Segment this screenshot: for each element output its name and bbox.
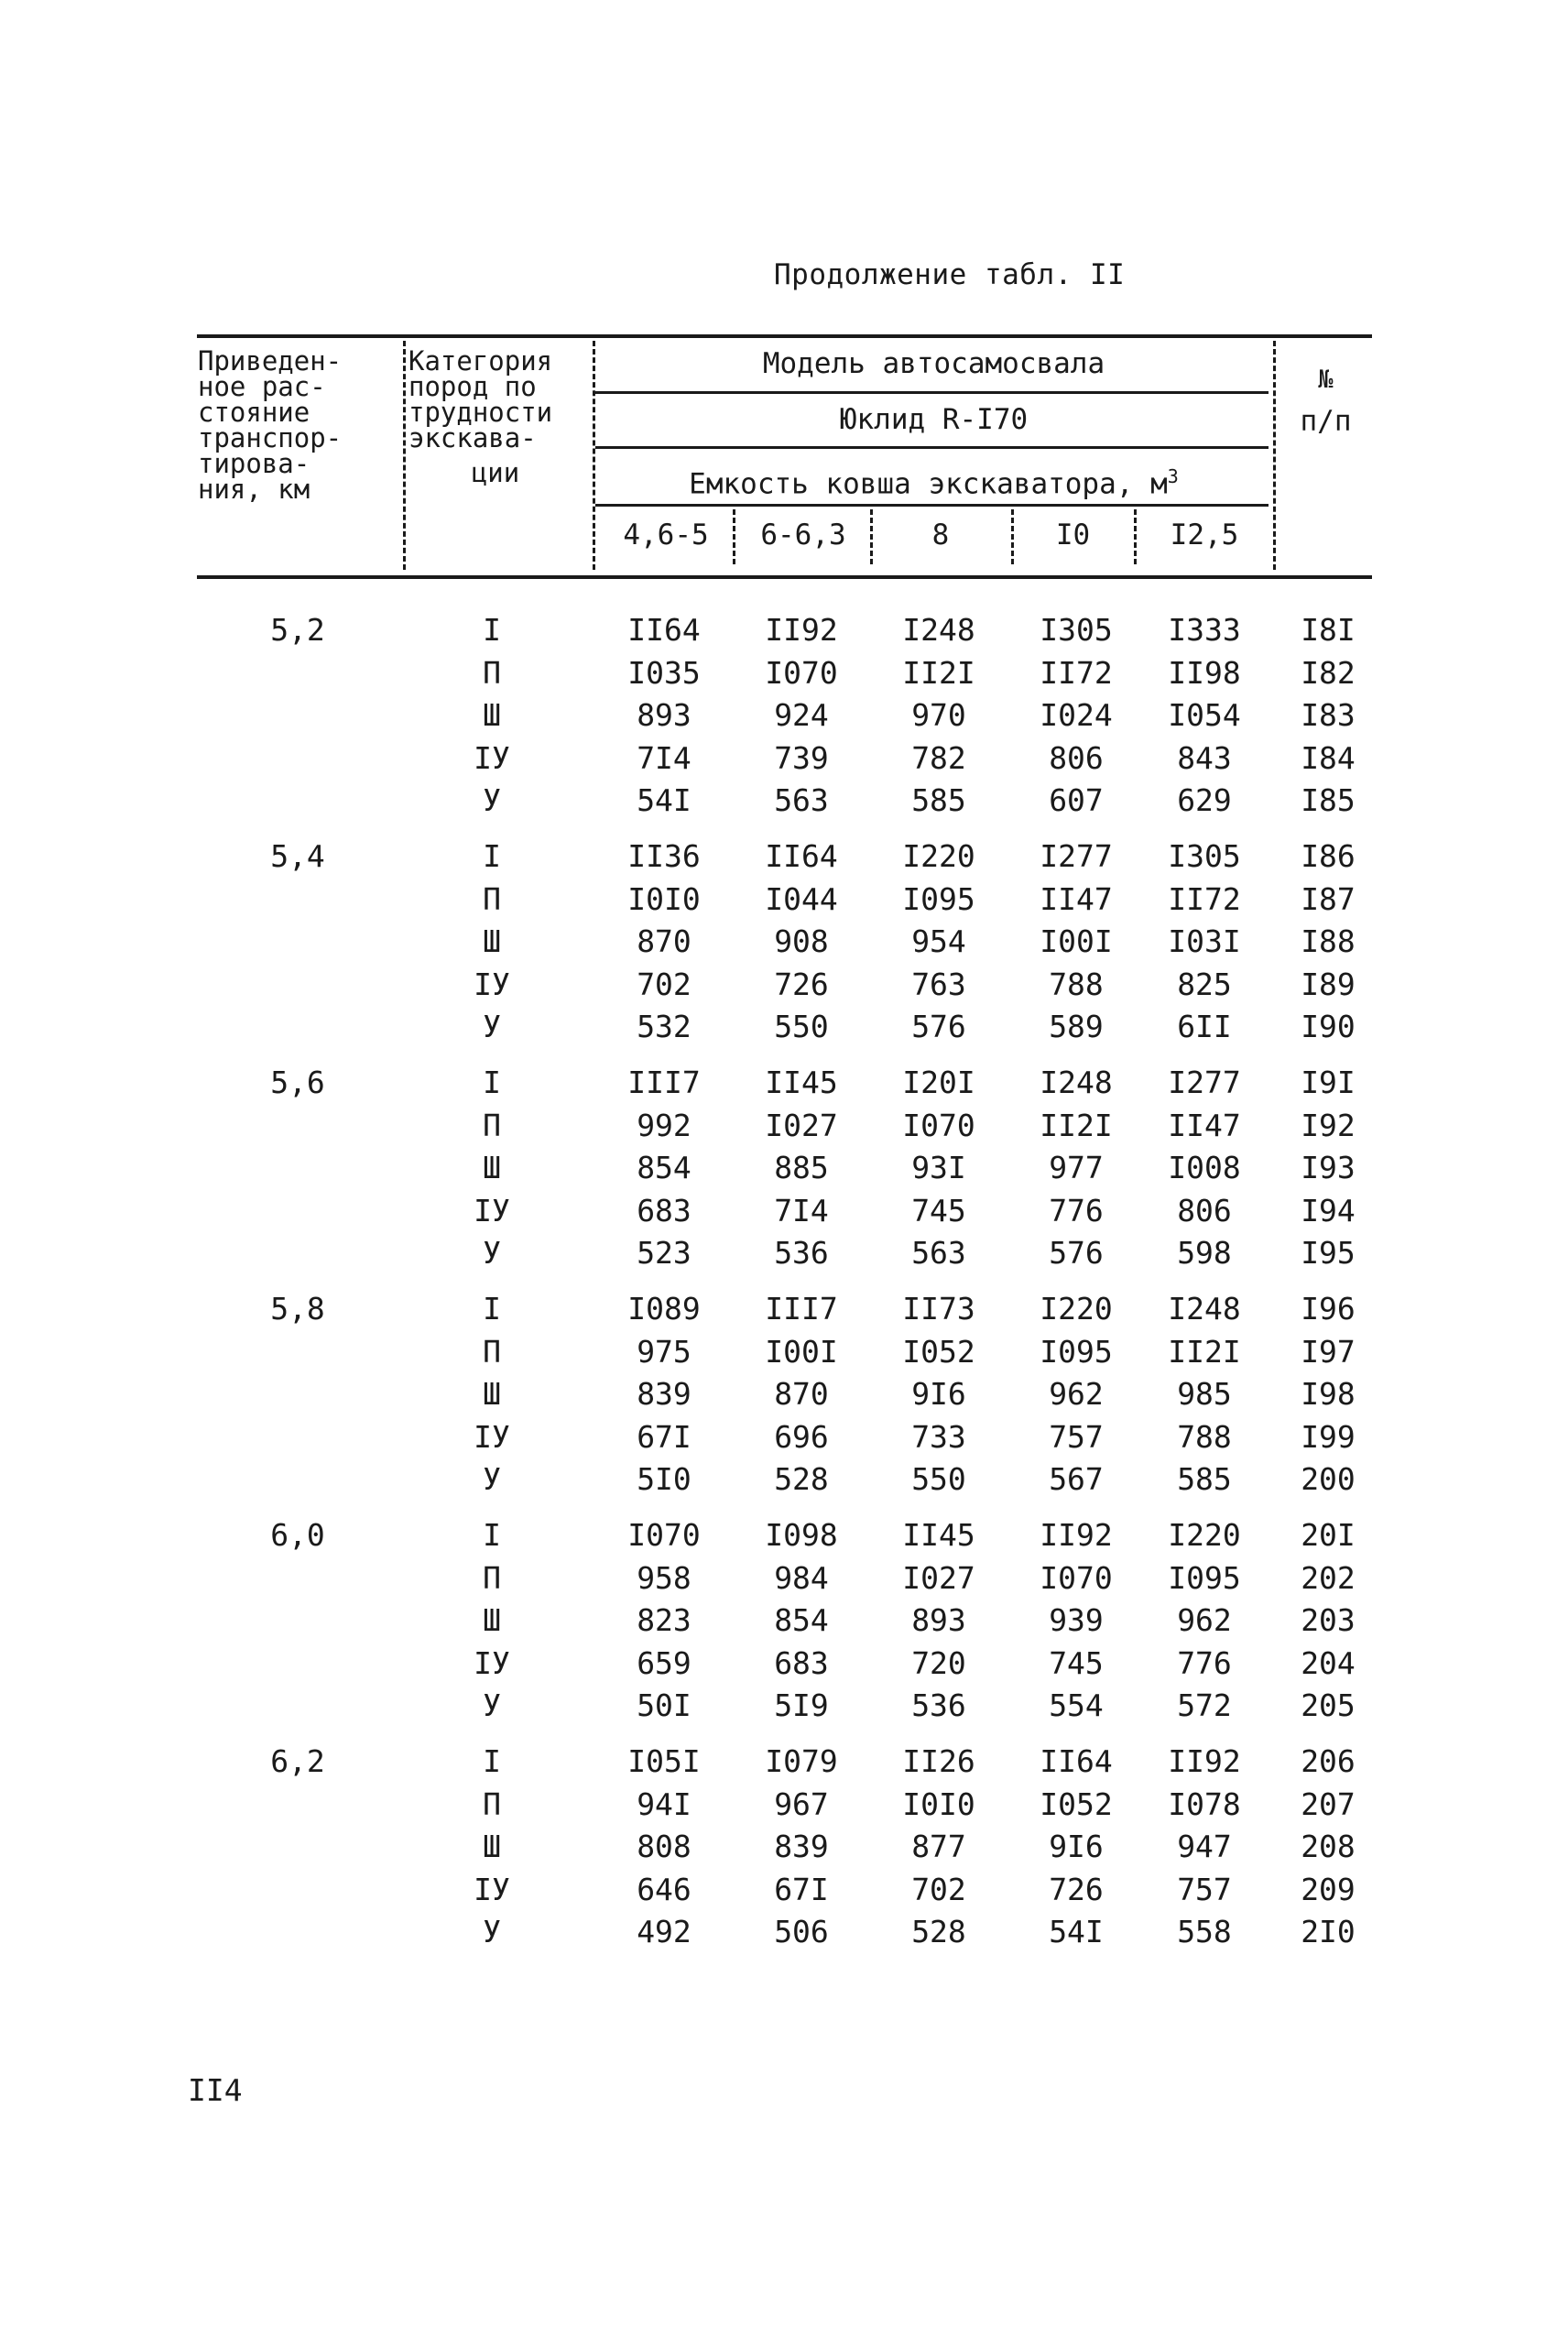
value-cell: 962 xyxy=(1177,1602,1232,1638)
value-cell: II73 xyxy=(902,1291,975,1327)
value-cell: 563 xyxy=(774,782,829,818)
category-cell: IУ xyxy=(474,739,510,776)
category-cell: I xyxy=(483,1065,501,1100)
category-cell: I xyxy=(483,612,501,648)
vsep-number xyxy=(1273,341,1276,570)
value-cell: I098 xyxy=(765,1517,838,1553)
value-cell: 854 xyxy=(774,1602,829,1638)
distance-value: 6,2 xyxy=(270,1743,325,1779)
value-cell: I00I xyxy=(765,1333,838,1370)
row-number-cell: I95 xyxy=(1301,1235,1356,1271)
value-cell: I070 xyxy=(902,1107,975,1143)
value-cell: I089 xyxy=(627,1291,701,1327)
value-cell: 776 xyxy=(1177,1644,1232,1681)
category-cell: Ш xyxy=(483,1150,501,1185)
value-cell: II64 xyxy=(1040,1743,1113,1779)
bucket-rule xyxy=(595,504,1269,507)
value-cell: 776 xyxy=(1049,1192,1104,1229)
value-cell: 54I xyxy=(1049,1914,1104,1949)
value-cell: 977 xyxy=(1049,1150,1104,1185)
category-cell: П xyxy=(483,1559,501,1596)
value-cell: 975 xyxy=(637,1333,691,1370)
category-cell: У xyxy=(483,1009,501,1044)
value-cell: 782 xyxy=(911,739,966,776)
distance-value: 5,8 xyxy=(270,1291,325,1327)
row-number-cell: I84 xyxy=(1301,739,1356,776)
value-cell: II47 xyxy=(1040,880,1113,917)
value-cell: I070 xyxy=(627,1517,701,1553)
row-number-cell: I96 xyxy=(1301,1291,1356,1327)
value-cell: 924 xyxy=(774,697,829,733)
row-number-cell: I93 xyxy=(1301,1150,1356,1185)
value-cell: III7 xyxy=(765,1291,838,1327)
value-cell: II92 xyxy=(1168,1743,1241,1779)
value-cell: 5I0 xyxy=(637,1461,691,1497)
value-cell: I078 xyxy=(1168,1785,1241,1822)
value-cell: 733 xyxy=(911,1418,966,1455)
value-cell: 854 xyxy=(637,1150,691,1185)
value-cell: 893 xyxy=(637,697,691,733)
value-cell: II2I xyxy=(1040,1107,1113,1143)
value-cell: I220 xyxy=(902,838,975,874)
value-cell: I0I0 xyxy=(627,880,701,917)
value-cell: I095 xyxy=(1040,1333,1113,1370)
row-number-cell: I88 xyxy=(1301,923,1356,959)
value-cell: 720 xyxy=(911,1644,966,1681)
row-number-cell: 208 xyxy=(1301,1829,1356,1864)
header-number-label: п/п xyxy=(1300,405,1352,438)
value-cell: 683 xyxy=(637,1192,691,1229)
value-cell: 9I6 xyxy=(1049,1829,1104,1864)
vsep-model xyxy=(593,341,595,570)
value-cell: I079 xyxy=(765,1743,838,1779)
page-number: II4 xyxy=(188,2072,243,2108)
value-cell: 877 xyxy=(911,1829,966,1864)
value-cell: I305 xyxy=(1168,838,1241,874)
value-cell: 94I xyxy=(637,1785,691,1822)
header-category-line: трудности xyxy=(408,397,553,428)
value-cell: II98 xyxy=(1168,654,1241,691)
distance-value: 5,6 xyxy=(270,1065,325,1100)
row-number-cell: I99 xyxy=(1301,1418,1356,1455)
header-number-sign: № xyxy=(1318,366,1334,394)
header-top-rule xyxy=(197,334,1372,338)
category-cell: У xyxy=(483,1914,501,1949)
row-number-cell: I9I xyxy=(1301,1065,1356,1100)
category-cell: П xyxy=(483,1333,501,1370)
header-model-name: Юклид R-I70 xyxy=(839,403,1029,436)
distance-value: 5,2 xyxy=(270,612,325,648)
value-cell: II36 xyxy=(627,838,701,874)
category-cell: IУ xyxy=(474,1418,510,1455)
value-cell: 6II xyxy=(1177,1009,1232,1044)
value-cell: 947 xyxy=(1177,1829,1232,1864)
value-cell: I024 xyxy=(1040,697,1113,733)
value-cell: 563 xyxy=(911,1235,966,1271)
value-cell: 806 xyxy=(1177,1192,1232,1229)
value-cell: 763 xyxy=(911,966,966,1002)
value-cell: 825 xyxy=(1177,966,1232,1002)
value-cell: III7 xyxy=(627,1065,701,1100)
value-cell: 536 xyxy=(911,1687,966,1723)
row-number-cell: I98 xyxy=(1301,1376,1356,1412)
value-cell: 67I xyxy=(637,1418,691,1455)
row-number-cell: 200 xyxy=(1301,1461,1356,1497)
category-cell: IУ xyxy=(474,966,510,1002)
bucket-title-text: Емкость ковша экскаватора, м xyxy=(689,467,1168,501)
value-cell: II45 xyxy=(765,1065,838,1100)
value-cell: 7I4 xyxy=(637,739,691,776)
row-number-cell: I92 xyxy=(1301,1107,1356,1143)
value-cell: 908 xyxy=(774,923,829,959)
value-cell: I052 xyxy=(902,1333,975,1370)
value-cell: I070 xyxy=(1040,1559,1113,1596)
value-cell: 808 xyxy=(637,1829,691,1864)
value-cell: 536 xyxy=(774,1235,829,1271)
value-cell: 788 xyxy=(1177,1418,1232,1455)
value-cell: 54I xyxy=(637,782,691,818)
value-cell: I277 xyxy=(1040,838,1113,874)
value-cell: 885 xyxy=(774,1150,829,1185)
value-cell: 954 xyxy=(911,923,966,959)
category-cell: П xyxy=(483,880,501,917)
value-cell: 726 xyxy=(1049,1871,1104,1907)
header-capacity: 4,6-5 xyxy=(623,519,709,551)
value-cell: 967 xyxy=(774,1785,829,1822)
model-name-rule xyxy=(595,446,1269,449)
value-cell: I070 xyxy=(765,654,838,691)
header-distance-line: стояние xyxy=(198,397,310,428)
value-cell: I044 xyxy=(765,880,838,917)
value-cell: 683 xyxy=(774,1644,829,1681)
row-number-cell: I90 xyxy=(1301,1009,1356,1044)
value-cell: 576 xyxy=(911,1009,966,1044)
value-cell: II45 xyxy=(902,1517,975,1553)
row-number-cell: 205 xyxy=(1301,1687,1356,1723)
value-cell: II72 xyxy=(1168,880,1241,917)
value-cell: II64 xyxy=(765,838,838,874)
distance-value: 5,4 xyxy=(270,838,325,874)
header-model-title: Модель автосамосвала xyxy=(762,347,1105,380)
value-cell: 585 xyxy=(1177,1461,1232,1497)
value-cell: 992 xyxy=(637,1107,691,1143)
value-cell: 523 xyxy=(637,1235,691,1271)
header-category-line: Категория xyxy=(408,345,553,377)
value-cell: 970 xyxy=(911,697,966,733)
header-category-line: ции xyxy=(471,457,520,488)
value-cell: II72 xyxy=(1040,654,1113,691)
value-cell: 958 xyxy=(637,1559,691,1596)
category-cell: Ш xyxy=(483,1829,501,1864)
value-cell: I095 xyxy=(1168,1559,1241,1596)
header-capacity: I2,5 xyxy=(1170,519,1239,551)
vsep-category xyxy=(403,341,406,570)
category-cell: I xyxy=(483,1291,501,1327)
value-cell: 984 xyxy=(774,1559,829,1596)
value-cell: 659 xyxy=(637,1644,691,1681)
value-cell: 739 xyxy=(774,739,829,776)
value-cell: 726 xyxy=(774,966,829,1002)
value-cell: I277 xyxy=(1168,1065,1241,1100)
value-cell: 492 xyxy=(637,1914,691,1949)
value-cell: 696 xyxy=(774,1418,829,1455)
value-cell: I0I0 xyxy=(902,1785,975,1822)
value-cell: 806 xyxy=(1049,739,1104,776)
value-cell: I03I xyxy=(1168,923,1241,959)
value-cell: 554 xyxy=(1049,1687,1104,1723)
value-cell: 528 xyxy=(911,1914,966,1949)
value-cell: 589 xyxy=(1049,1009,1104,1044)
row-number-cell: I87 xyxy=(1301,880,1356,917)
value-cell: 93I xyxy=(911,1150,966,1185)
value-cell: 843 xyxy=(1177,739,1232,776)
table-caption: Продолжение табл. II xyxy=(774,258,1126,291)
value-cell: II2I xyxy=(902,654,975,691)
header-distance-line: тирова- xyxy=(198,448,310,479)
bucket-unit-sup: 3 xyxy=(1167,465,1179,487)
value-cell: 745 xyxy=(911,1192,966,1229)
value-cell: 839 xyxy=(774,1829,829,1864)
row-number-cell: I89 xyxy=(1301,966,1356,1002)
value-cell: 532 xyxy=(637,1009,691,1044)
value-cell: I008 xyxy=(1168,1150,1241,1185)
value-cell: I054 xyxy=(1168,697,1241,733)
row-number-cell: I94 xyxy=(1301,1192,1356,1229)
row-number-cell: 2I0 xyxy=(1301,1914,1356,1949)
category-cell: У xyxy=(483,782,501,818)
value-cell: 567 xyxy=(1049,1461,1104,1497)
value-cell: 985 xyxy=(1177,1376,1232,1412)
category-cell: IУ xyxy=(474,1871,510,1907)
value-cell: II64 xyxy=(627,612,701,648)
row-number-cell: I82 xyxy=(1301,654,1356,691)
value-cell: 702 xyxy=(911,1871,966,1907)
value-cell: 962 xyxy=(1049,1376,1104,1412)
value-cell: II2I xyxy=(1168,1333,1241,1370)
value-cell: 870 xyxy=(774,1376,829,1412)
value-cell: I20I xyxy=(902,1065,975,1100)
header-category-line: пород по xyxy=(408,371,537,402)
category-cell: Ш xyxy=(483,1602,501,1638)
value-cell: 585 xyxy=(911,782,966,818)
value-cell: 506 xyxy=(774,1914,829,1949)
value-cell: 5I9 xyxy=(774,1687,829,1723)
row-number-cell: I8I xyxy=(1301,612,1356,648)
category-cell: П xyxy=(483,654,501,691)
value-cell: I052 xyxy=(1040,1785,1113,1822)
value-cell: II92 xyxy=(765,612,838,648)
value-cell: 558 xyxy=(1177,1914,1232,1949)
value-cell: I00I xyxy=(1040,923,1113,959)
value-cell: 893 xyxy=(911,1602,966,1638)
value-cell: 870 xyxy=(637,923,691,959)
category-cell: Ш xyxy=(483,1376,501,1412)
category-cell: У xyxy=(483,1461,501,1497)
header-bucket-title xyxy=(597,464,1270,501)
category-cell: П xyxy=(483,1785,501,1822)
category-cell: I xyxy=(483,1517,501,1553)
value-cell: 576 xyxy=(1049,1235,1104,1271)
distance-value: 6,0 xyxy=(270,1517,325,1553)
row-number-cell: 207 xyxy=(1301,1785,1356,1822)
row-number-cell: 203 xyxy=(1301,1602,1356,1638)
category-cell: У xyxy=(483,1687,501,1723)
value-cell: 757 xyxy=(1177,1871,1232,1907)
row-number-cell: 209 xyxy=(1301,1871,1356,1907)
value-cell: I220 xyxy=(1168,1517,1241,1553)
value-cell: I095 xyxy=(902,880,975,917)
value-cell: 607 xyxy=(1049,782,1104,818)
value-cell: 745 xyxy=(1049,1644,1104,1681)
row-number-cell: 202 xyxy=(1301,1559,1356,1596)
value-cell: 939 xyxy=(1049,1602,1104,1638)
value-cell: I027 xyxy=(902,1559,975,1596)
header-distance-line: транспор- xyxy=(198,422,343,453)
value-cell: 550 xyxy=(774,1009,829,1044)
value-cell: 646 xyxy=(637,1871,691,1907)
value-cell: II26 xyxy=(902,1743,975,1779)
header-distance-line: ния, км xyxy=(198,474,310,505)
value-cell: 67I xyxy=(774,1871,829,1907)
value-cell: 629 xyxy=(1177,782,1232,818)
row-number-cell: I83 xyxy=(1301,697,1356,733)
row-number-cell: 206 xyxy=(1301,1743,1356,1779)
category-cell: Ш xyxy=(483,923,501,959)
value-cell: 528 xyxy=(774,1461,829,1497)
category-cell: IУ xyxy=(474,1644,510,1681)
row-number-cell: I97 xyxy=(1301,1333,1356,1370)
row-number-cell: I85 xyxy=(1301,782,1356,818)
value-cell: I027 xyxy=(765,1107,838,1143)
header-distance-line: ное рас- xyxy=(198,371,326,402)
value-cell: 550 xyxy=(911,1461,966,1497)
value-cell: I248 xyxy=(902,612,975,648)
value-cell: 9I6 xyxy=(911,1376,966,1412)
value-cell: I220 xyxy=(1040,1291,1113,1327)
value-cell: 572 xyxy=(1177,1687,1232,1723)
header-capacity: 6-6,3 xyxy=(760,519,846,551)
value-cell: I333 xyxy=(1168,612,1241,648)
category-cell: У xyxy=(483,1235,501,1271)
category-cell: IУ xyxy=(474,1192,510,1229)
value-cell: I305 xyxy=(1040,612,1113,648)
category-cell: Ш xyxy=(483,697,501,733)
value-cell: 7I4 xyxy=(774,1192,829,1229)
row-number-cell: 204 xyxy=(1301,1644,1356,1681)
header-capacity: 8 xyxy=(931,519,950,551)
value-cell: I05I xyxy=(627,1743,701,1779)
value-cell: 598 xyxy=(1177,1235,1232,1271)
model-rule xyxy=(595,391,1269,394)
category-cell: П xyxy=(483,1107,501,1143)
row-number-cell: I86 xyxy=(1301,838,1356,874)
row-number-cell: 20I xyxy=(1301,1517,1356,1553)
value-cell: 757 xyxy=(1049,1418,1104,1455)
header-distance-line: Приведен- xyxy=(198,345,343,377)
value-cell: 788 xyxy=(1049,966,1104,1002)
value-cell: I035 xyxy=(627,654,701,691)
value-cell: 839 xyxy=(637,1376,691,1412)
header-bottom-rule xyxy=(197,575,1372,579)
header-category-line: экскава- xyxy=(408,422,537,453)
value-cell: 823 xyxy=(637,1602,691,1638)
value-cell: II92 xyxy=(1040,1517,1113,1553)
value-cell: I248 xyxy=(1040,1065,1113,1100)
header-capacity: I0 xyxy=(1055,519,1091,551)
value-cell: 702 xyxy=(637,966,691,1002)
value-cell: 50I xyxy=(637,1687,691,1723)
value-cell: II47 xyxy=(1168,1107,1241,1143)
value-cell: I248 xyxy=(1168,1291,1241,1327)
category-cell: I xyxy=(483,838,501,874)
category-cell: I xyxy=(483,1743,501,1779)
